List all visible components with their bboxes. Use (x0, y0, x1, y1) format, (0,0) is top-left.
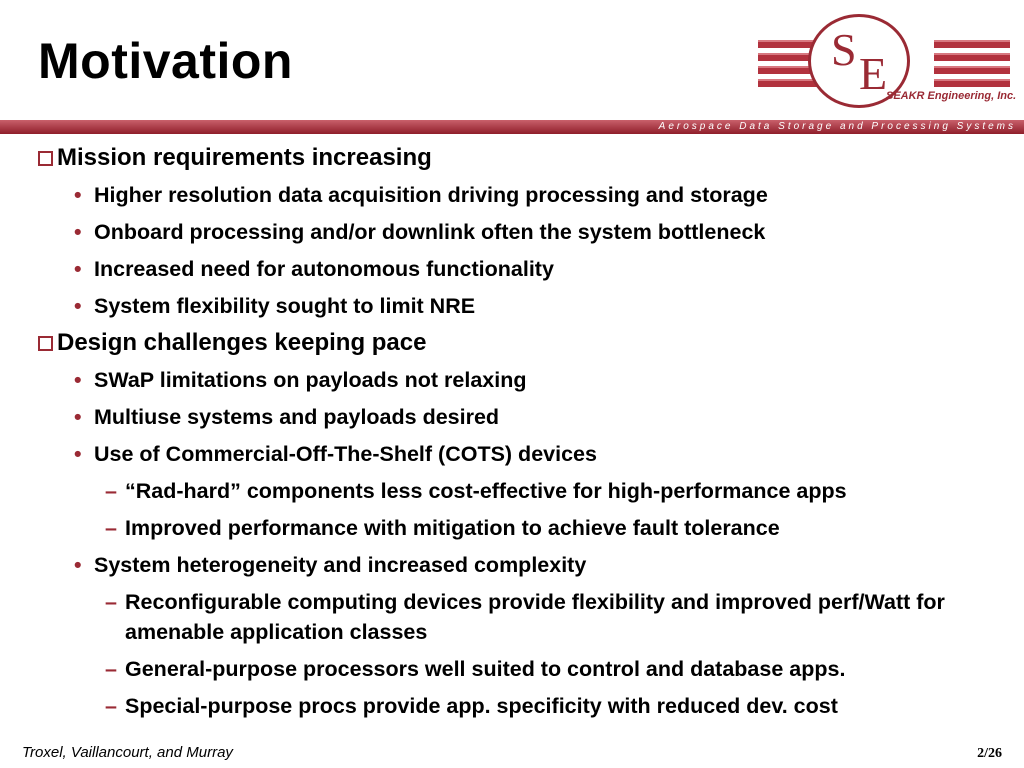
bullet-text: Higher resolution data acquisition driving processing and storage (94, 183, 768, 207)
square-bullet-icon (38, 336, 53, 351)
footer-page-number: 2/26 (977, 746, 1002, 761)
bullet-item (38, 550, 1008, 580)
logo-letter-e: E (859, 48, 888, 99)
sub-bullet-item (38, 513, 1008, 543)
dot-bullet-icon: • (74, 183, 82, 207)
slide-content (38, 143, 1008, 728)
square-bullet-icon (38, 151, 53, 166)
header-band (0, 120, 1024, 134)
sub-bullet-item (38, 587, 1008, 647)
section-heading-text: Design challenges keeping pace (57, 329, 427, 356)
section-heading (38, 328, 1008, 358)
section-heading (38, 143, 1008, 173)
dash-bullet-icon: – (105, 516, 117, 540)
dash-bullet-icon: – (105, 657, 117, 681)
dash-bullet-icon: – (105, 590, 117, 614)
tagline: Aerospace Data Storage and Processing Systems (658, 121, 1016, 132)
dot-bullet-icon: • (74, 368, 82, 392)
bullet-text: Multiuse systems and payloads desired (94, 405, 500, 429)
slide-title: Motivation (38, 33, 293, 89)
dot-bullet-icon: • (74, 553, 82, 577)
dot-bullet-icon: • (74, 257, 82, 281)
logo-company-name: SEAKR Engineering, Inc. (886, 90, 1017, 102)
dash-bullet-icon: – (105, 694, 117, 718)
bullet-item (38, 254, 1008, 284)
dot-bullet-icon: • (74, 405, 82, 429)
bullet-item (38, 365, 1008, 395)
dot-bullet-icon: • (74, 220, 82, 244)
footer-authors: Troxel, Vaillancourt, and Murray (22, 744, 233, 761)
seakr-logo (758, 14, 1020, 106)
bullet-item (38, 291, 1008, 321)
bullet-item (38, 217, 1008, 247)
bullet-text: SWaP limitations on payloads not relaxing (94, 368, 527, 392)
sub-bullet-text: General-purpose processors well suited to control and database apps. (125, 657, 846, 681)
sub-bullet-text: Improved performance with mitigation to achieve fault tolerance (125, 516, 780, 540)
bullet-item (38, 180, 1008, 210)
sub-bullet-item (38, 691, 1008, 721)
sub-bullet-text: “Rad-hard” components less cost-effective for high-performance apps (125, 479, 847, 503)
bullet-item (38, 439, 1008, 469)
sub-bullet-item (38, 476, 1008, 506)
logo-stripes-right (934, 40, 1010, 92)
bullet-item (38, 402, 1008, 432)
bullet-text: Onboard processing and/or downlink often the system bottleneck (94, 220, 766, 244)
section-heading-text: Mission requirements increasing (57, 144, 432, 171)
logo-letter-s: S (831, 24, 857, 75)
bullet-text: System heterogeneity and increased complexity (94, 553, 587, 577)
sub-bullet-text: Reconfigurable computing devices provide flexibility and improved perf/Watt for amenable application classes (125, 590, 945, 644)
bullet-text: Use of Commercial-Off-The-Shelf (COTS) devices (94, 442, 597, 466)
dot-bullet-icon: • (74, 442, 82, 466)
dash-bullet-icon: – (105, 479, 117, 503)
bullet-text: Increased need for autonomous functionality (94, 257, 554, 281)
sub-bullet-item (38, 654, 1008, 684)
sub-bullet-text: Special-purpose procs provide app. specificity with reduced dev. cost (125, 694, 838, 718)
bullet-text: System flexibility sought to limit NRE (94, 294, 476, 318)
dot-bullet-icon: • (74, 294, 82, 318)
